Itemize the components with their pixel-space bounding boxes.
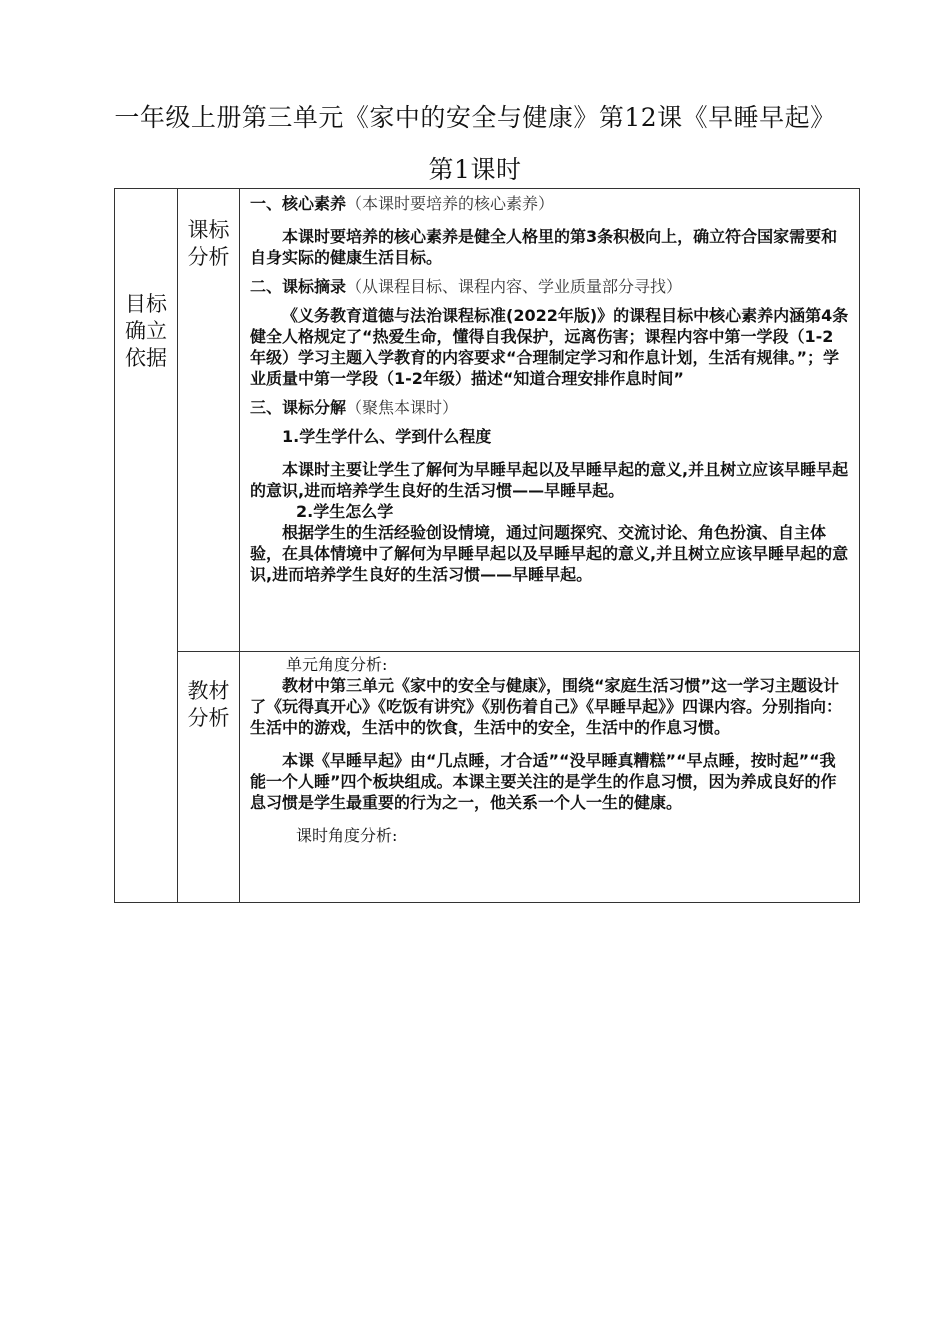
row-label: 目标确立依据	[125, 292, 167, 370]
lesson-analysis-heading: 课时角度分析:	[296, 826, 398, 845]
section-standard-excerpt	[250, 276, 849, 297]
subsection-heading: 1.学生学什么、学到什么程度	[282, 427, 492, 446]
textbook-label-cell	[178, 652, 240, 903]
section-note: （聚焦本课时）	[346, 398, 459, 417]
section-note: （本课时要培养的核心素养）	[346, 194, 555, 213]
section-standard-breakdown	[250, 397, 849, 418]
subsection-heading: 2.学生怎么学	[296, 502, 394, 521]
row-label-cell	[115, 189, 178, 903]
unit-analysis-text: 教材中第三单元《家中的安全与健康》，围绕“家庭生活习惯”这一学习主题设计了《玩得真开心》《吃饭有讲究》《别伤着自己》《早睡早起》》四课内容。分别指向：生活中的游戏，生活中的饮食，生活中的安全，生活中的作息习惯。	[250, 676, 843, 737]
section-heading: 一、核心素养	[250, 194, 347, 213]
curriculum-content-cell	[240, 189, 860, 652]
section-heading: 三、课标分解	[250, 398, 347, 417]
lesson-analysis-table	[114, 188, 860, 903]
table-row	[115, 652, 860, 903]
curriculum-label-cell	[178, 189, 240, 652]
document-title: 一年级上册第三单元《家中的安全与健康》第12课《早睡早起》	[114, 103, 836, 132]
section-heading: 二、课标摘录	[250, 277, 347, 296]
subsection-text: 根据学生的生活经验创设情境，通过问题探究、交流讨论、角色扮演、自主体验，在具体情境中了解何为早睡早起以及早睡早起的意义,并且树立应该早睡早起的意识,进而培养学生良好的生活习惯——早睡早起。	[250, 523, 849, 584]
section-core-literacy	[250, 193, 849, 214]
subsection-text: 本课时主要让学生了解何为早睡早起以及早睡早起的意义,并且树立应该早睡早起的意识,进而培养学生良好的生活习惯——早睡早起。	[250, 460, 849, 500]
section-note: （从课程目标、课程内容、学业质量部分寻找）	[346, 277, 683, 296]
unit-analysis-heading: 单元角度分析:	[286, 655, 388, 674]
table-row	[115, 189, 860, 652]
curriculum-label: 课标分析	[187, 218, 230, 269]
document-subtitle: 第1课时	[428, 155, 522, 184]
lesson-analysis-text: 本课《早睡早起》由“几点睡，才合适”“没早睡真糟糕”“早点睡，按时起”“我能一个人睡”四个板块组成。本课主要关注的是学生的作息习惯，因为养成良好的作息习惯是学生最重要的行为之一，他关系一个人一生的健康。	[250, 751, 837, 812]
textbook-content-cell	[240, 652, 860, 903]
textbook-label: 教材分析	[187, 679, 230, 730]
standard-excerpt-text: 《义务教育道德与法治课程标准(2022年版)》的课程目标中核心素养内涵第4条健全人格规定了“热爱生命，懂得自我保护，远离伤害；课程内容中第一学段（1-2年级）学习主题入学教育的内容要求“合理制定学习和作息计划，生活有规律。”；学业质量中第一学段（1-2年级）描述“知道合理安排作息时间”	[250, 306, 849, 388]
core-literacy-text: 本课时要培养的核心素养是健全人格里的第3条积极向上，确立符合国家需要和自身实际的健康生活目标。	[250, 227, 838, 267]
